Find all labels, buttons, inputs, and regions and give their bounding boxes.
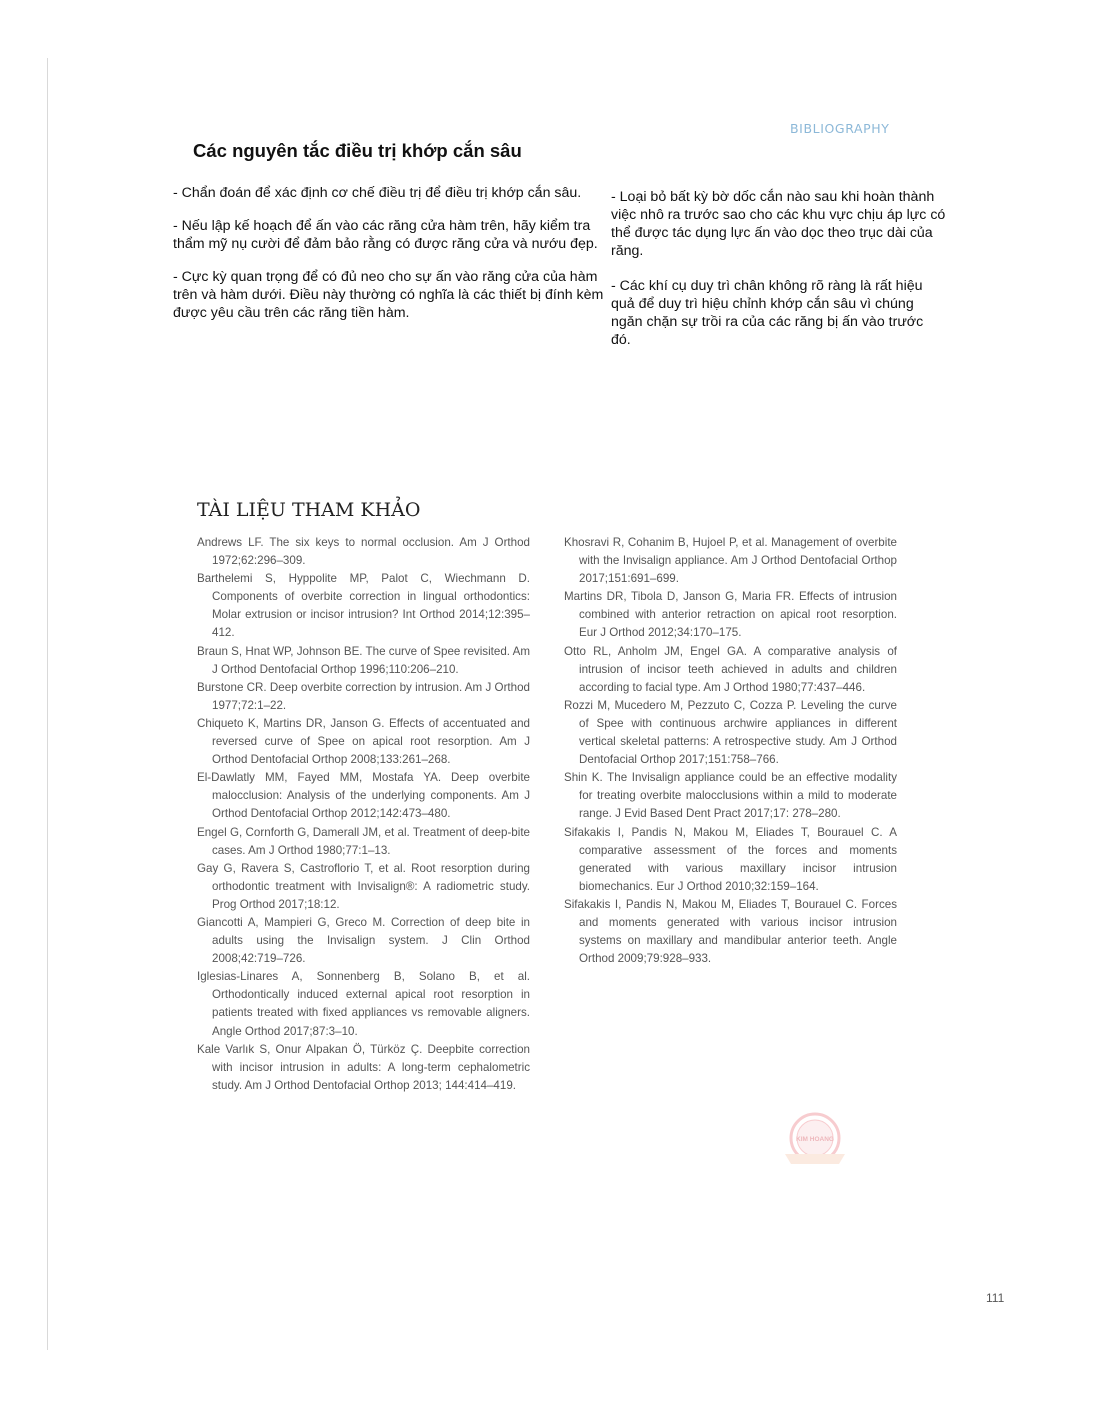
principle-item: - Các khí cụ duy trì chân không rõ ràng là rất hiệu quả để duy trì hiệu chỉnh khớp cắn sâu vì chúng ngăn chặn sự trồi ra của các răng bị ấn vào trước đó. xyxy=(611,278,924,348)
principles-left-column xyxy=(173,184,605,337)
reference-item: Andrews LF. The six keys to normal occlusion. Am J Orthod 1972;62:296–309. xyxy=(197,536,530,568)
reference-item: Kale Varlık S, Onur Alpakan Ö, Türköz Ç. Deepbite correction with incisor intrusion in adults: A long-term cephalometric study. Am J Orthod Dentofacial Orthop 2013; 144:414–419. xyxy=(197,1042,530,1092)
reference-item: Rozzi M, Mucedero M, Pezzuto C, Cozza P. Leveling the curve of Spee with continuous archwire appliances in different vertical skeletal patterns: A retrospective study. Am J Orthod Dentofacial Orthop 2017;151:758–766. xyxy=(564,698,897,767)
reference-item: Iglesias-Linares A, Sonnenberg B, Solano B, et al. Orthodontically induced external apical root resorption in patients treated with fixed appliances vs removable aligners. Angle Orthod 2017;87:3–10. xyxy=(197,970,530,1038)
reference-item: Otto RL, Anholm JM, Engel GA. A comparative analysis of intrusion of incisor teeth achieved in adults and children according to facial type. Am J Orthod 1980;77:437–446. xyxy=(564,644,897,694)
reference-item: Engel G, Cornforth G, Damerall JM, et al. Treatment of deep-bite cases. Am J Orthod 1980;77:1–13. xyxy=(197,825,530,857)
reference-item: Martins DR, Tibola D, Janson G, Maria FR. Effects of intrusion combined with anterior retraction on apical root resorption. Eur J Orthod 2012;34:170–175. xyxy=(564,590,897,640)
stamp-text: KIM HOANG xyxy=(796,1136,834,1143)
principle-item: - Cực kỳ quan trọng để có đủ neo cho sự ấn vào răng cửa của hàm trên và hàm dưới. Điều này thường có nghĩa là các thiết bị đính kèm được yêu cầu trên các răng tiền hàm. xyxy=(173,269,604,321)
reference-item: Gay G, Ravera S, Castroflorio T, et al. Root resorption during orthodontic treatment with Invisalign®: A radiometric study. Prog Orthod 2017;18:12. xyxy=(197,861,530,911)
reference-item: Sifakakis I, Pandis N, Makou M, Eliades T, Bourauel C. A comparative assessment of the forces and moments generated with various maxillary incisor intrusion biomechanics. Eur J Orthod 2010;32:159–164. xyxy=(564,825,897,893)
references-left-column xyxy=(197,534,530,1095)
reference-item: Khosravi R, Cohanim B, Hujoel P, et al. Management of overbite with the Invisalign appliance. Am J Orthod Dentofacial Orthop 2017;151:691–699. xyxy=(564,536,897,586)
principles-right-column xyxy=(611,188,946,366)
references-title: TÀI LIỆU THAM KHẢO xyxy=(197,499,421,521)
reference-item: Shin K. The Invisalign appliance could be an effective modality for treating overbite malocclusions within a mild to moderate range. J Evid Based Dent Pract 2017;17: 278–280. xyxy=(564,771,897,821)
reference-item: El-Dawlatly MM, Fayed MM, Mostafa YA. Deep overbite malocclusion: Analysis of the underlying components. Am J Orthod Dentofacial Orthop 2012;142:473–480. xyxy=(197,771,530,821)
section-label: BIBLIOGRAPHY xyxy=(790,121,890,136)
references-right-column xyxy=(564,534,897,968)
principle-item: - Loại bỏ bất kỳ bờ dốc cắn nào sau khi hoàn thành việc nhô ra trước sao cho các khu vực chịu áp lực có thể được tác dụng lực ấn vào dọc theo trục dài của răng. xyxy=(611,189,946,259)
page-number: 111 xyxy=(986,1291,1005,1305)
reference-item: Burstone CR. Deep overbite correction by intrusion. Am J Orthod 1977;72:1–22. xyxy=(197,680,530,712)
reference-item: Chiqueto K, Martins DR, Janson G. Effects of accentuated and reversed curve of Spee on apical root resorption. Am J Orthod Dentofacial Orthop 2008;133:261–268. xyxy=(197,716,530,767)
reference-item: Giancotti A, Mampieri G, Greco M. Correction of deep bite in adults using the Invisalign system. J Clin Orthod 2008;42:719–726. xyxy=(197,915,530,966)
principles-title: Các nguyên tắc điều trị khớp cắn sâu xyxy=(193,140,522,161)
principle-item: - Chẩn đoán để xác định cơ chế điều trị để điều trị khớp cắn sâu. xyxy=(173,185,582,201)
reference-item: Barthelemi S, Hyppolite MP, Palot C, Wiechmann D. Components of overbite correction in lingual orthodontics: Molar extrusion or incisor intrusion? Int Orthod 2014;12:395–412. xyxy=(197,572,530,640)
reference-item: Sifakakis I, Pandis N, Makou M, Eliades T, Bourauel C. Forces and moments generated with various incisor intrusion systems on maxillary and mandibular anterior teeth. Angle Orthod 2009;79:928–933. xyxy=(564,897,897,966)
principle-item: - Nếu lập kế hoạch để ấn vào các răng cửa hàm trên, hãy kiểm tra thẩm mỹ nụ cười để đảm bảo rằng có được răng cửa và nướu đẹp. xyxy=(173,218,598,252)
watermark-stamp-icon xyxy=(781,1108,849,1176)
reference-item: Braun S, Hnat WP, Johnson BE. The curve of Spee revisited. Am J Orthod Dentofacial Orthop 1996;110:206–210. xyxy=(197,644,530,676)
page-margin-rule xyxy=(47,58,48,1350)
